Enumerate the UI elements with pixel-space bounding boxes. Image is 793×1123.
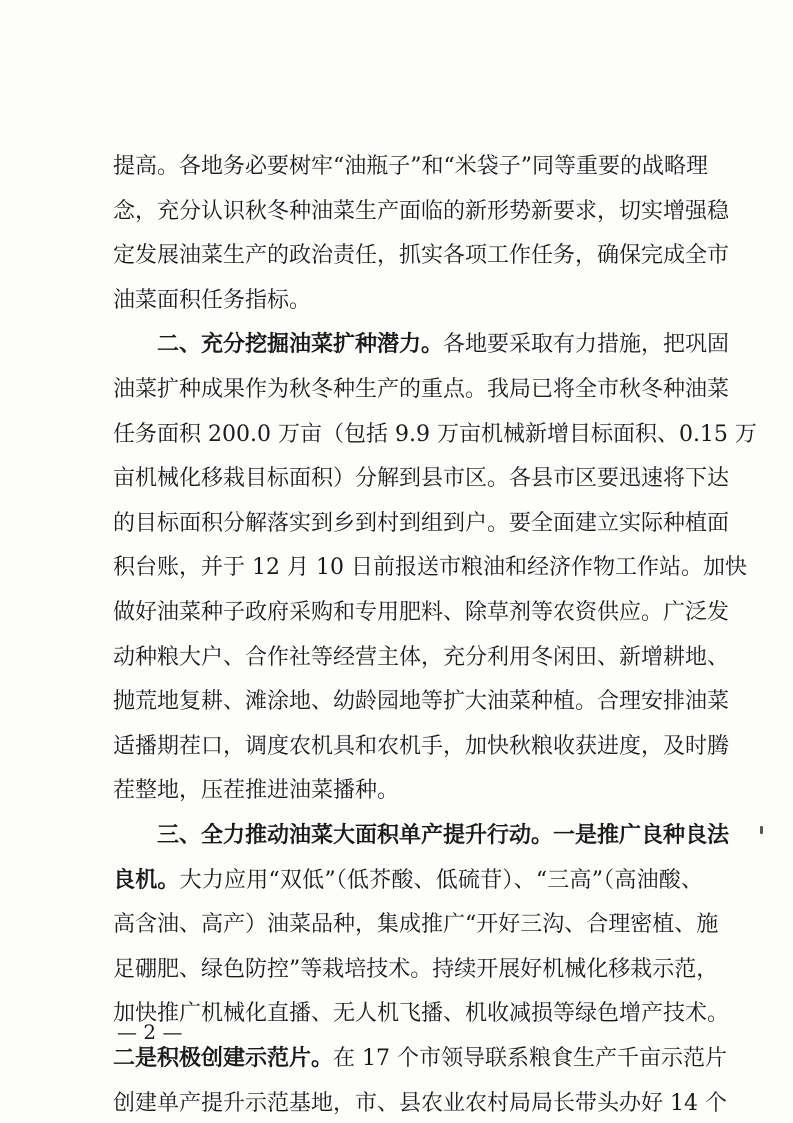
paragraph-line: 创建单产提升示范基地，市、县农业农村局局长带头办好 14 个 [113, 1091, 727, 1116]
paragraph-line: 提高。各地务必要树牢“油瓶子”和“米袋子”同等重要的战略理 [113, 154, 708, 179]
section-heading: 三、全力推动油菜大面积单产提升行动。一是推广良种良法 [157, 823, 730, 848]
paragraph-line: 高含油、高产）油菜品种，集成推广“开好三沟、合理密植、施 [113, 912, 719, 937]
paragraph-line: 适播期茬口，调度农机具和农机手，加快秋粮收获进度，及时腾 [113, 734, 730, 759]
paragraph-line: 做好油菜种子政府采购和专用肥料、除草剂等农资供应。广泛发 [113, 600, 730, 625]
paragraph-line: 动种粮大户、合作社等经营主体，充分利用冬闲田、新增耕地、 [113, 645, 730, 670]
paragraph-line: 油菜扩种成果作为秋冬种生产的重点。我局已将全市秋冬种油菜 [113, 377, 730, 402]
paragraph-line: 茬整地，压茬推进油菜播种。 [113, 778, 400, 803]
paragraph-text: 各地要采取有力措施，把巩固 [443, 332, 730, 357]
section-heading: 二、充分挖掘油菜扩种潜力。 [157, 332, 444, 357]
scan-speck [760, 826, 763, 834]
paragraph-text: 在 17 个市领导联系粮食生产千亩示范片 [333, 1046, 727, 1071]
page-number: — 2 — [117, 1020, 183, 1044]
paragraph-line-with-heading [113, 862, 703, 900]
paragraph-line: 念，充分认识秋冬种油菜生产面临的新形势新要求，切实增强稳 [113, 199, 730, 224]
paragraph-line: 任务面积 200.0 万亩（包括 9.9 万亩机械新增目标面积、0.15 万 [113, 422, 757, 447]
subheading: 二是积极创建示范片。 [113, 1046, 334, 1071]
paragraph-line: 积台账，并于 12 月 10 日前报送市粮油和经济作物工作站。加快 [113, 555, 747, 580]
subheading: 良机。 [113, 868, 180, 893]
paragraph-line: 油菜面积任务指标。 [113, 288, 312, 313]
paragraph-line: 定发展油菜生产的政治责任，抓实各项工作任务，确保完成全市 [113, 243, 730, 268]
paragraph-line: 加快推广机械化直播、无人机飞播、机收减损等绿色增产技术。 [113, 1001, 730, 1026]
paragraph-line: 足硼肥、绿色防控”等栽培技术。持续开展好机械化移栽示范， [113, 957, 719, 982]
paragraph-line-with-heading [157, 326, 730, 364]
paragraph-line: 的目标面积分解落实到乡到村到组到户。要全面建立实际种植面 [113, 511, 730, 536]
paragraph-line-with-heading [113, 1040, 727, 1078]
paragraph-line: 抛荒地复耕、滩涂地、幼龄园地等扩大油菜种植。合理安排油菜 [113, 689, 730, 714]
paragraph-text: 大力应用“双低”（低芥酸、低硫苷）、“三高”（高油酸、 [179, 868, 703, 893]
paragraph-line: 亩机械化移栽目标面积）分解到县市区。各县市区要迅速将下达 [113, 466, 730, 491]
